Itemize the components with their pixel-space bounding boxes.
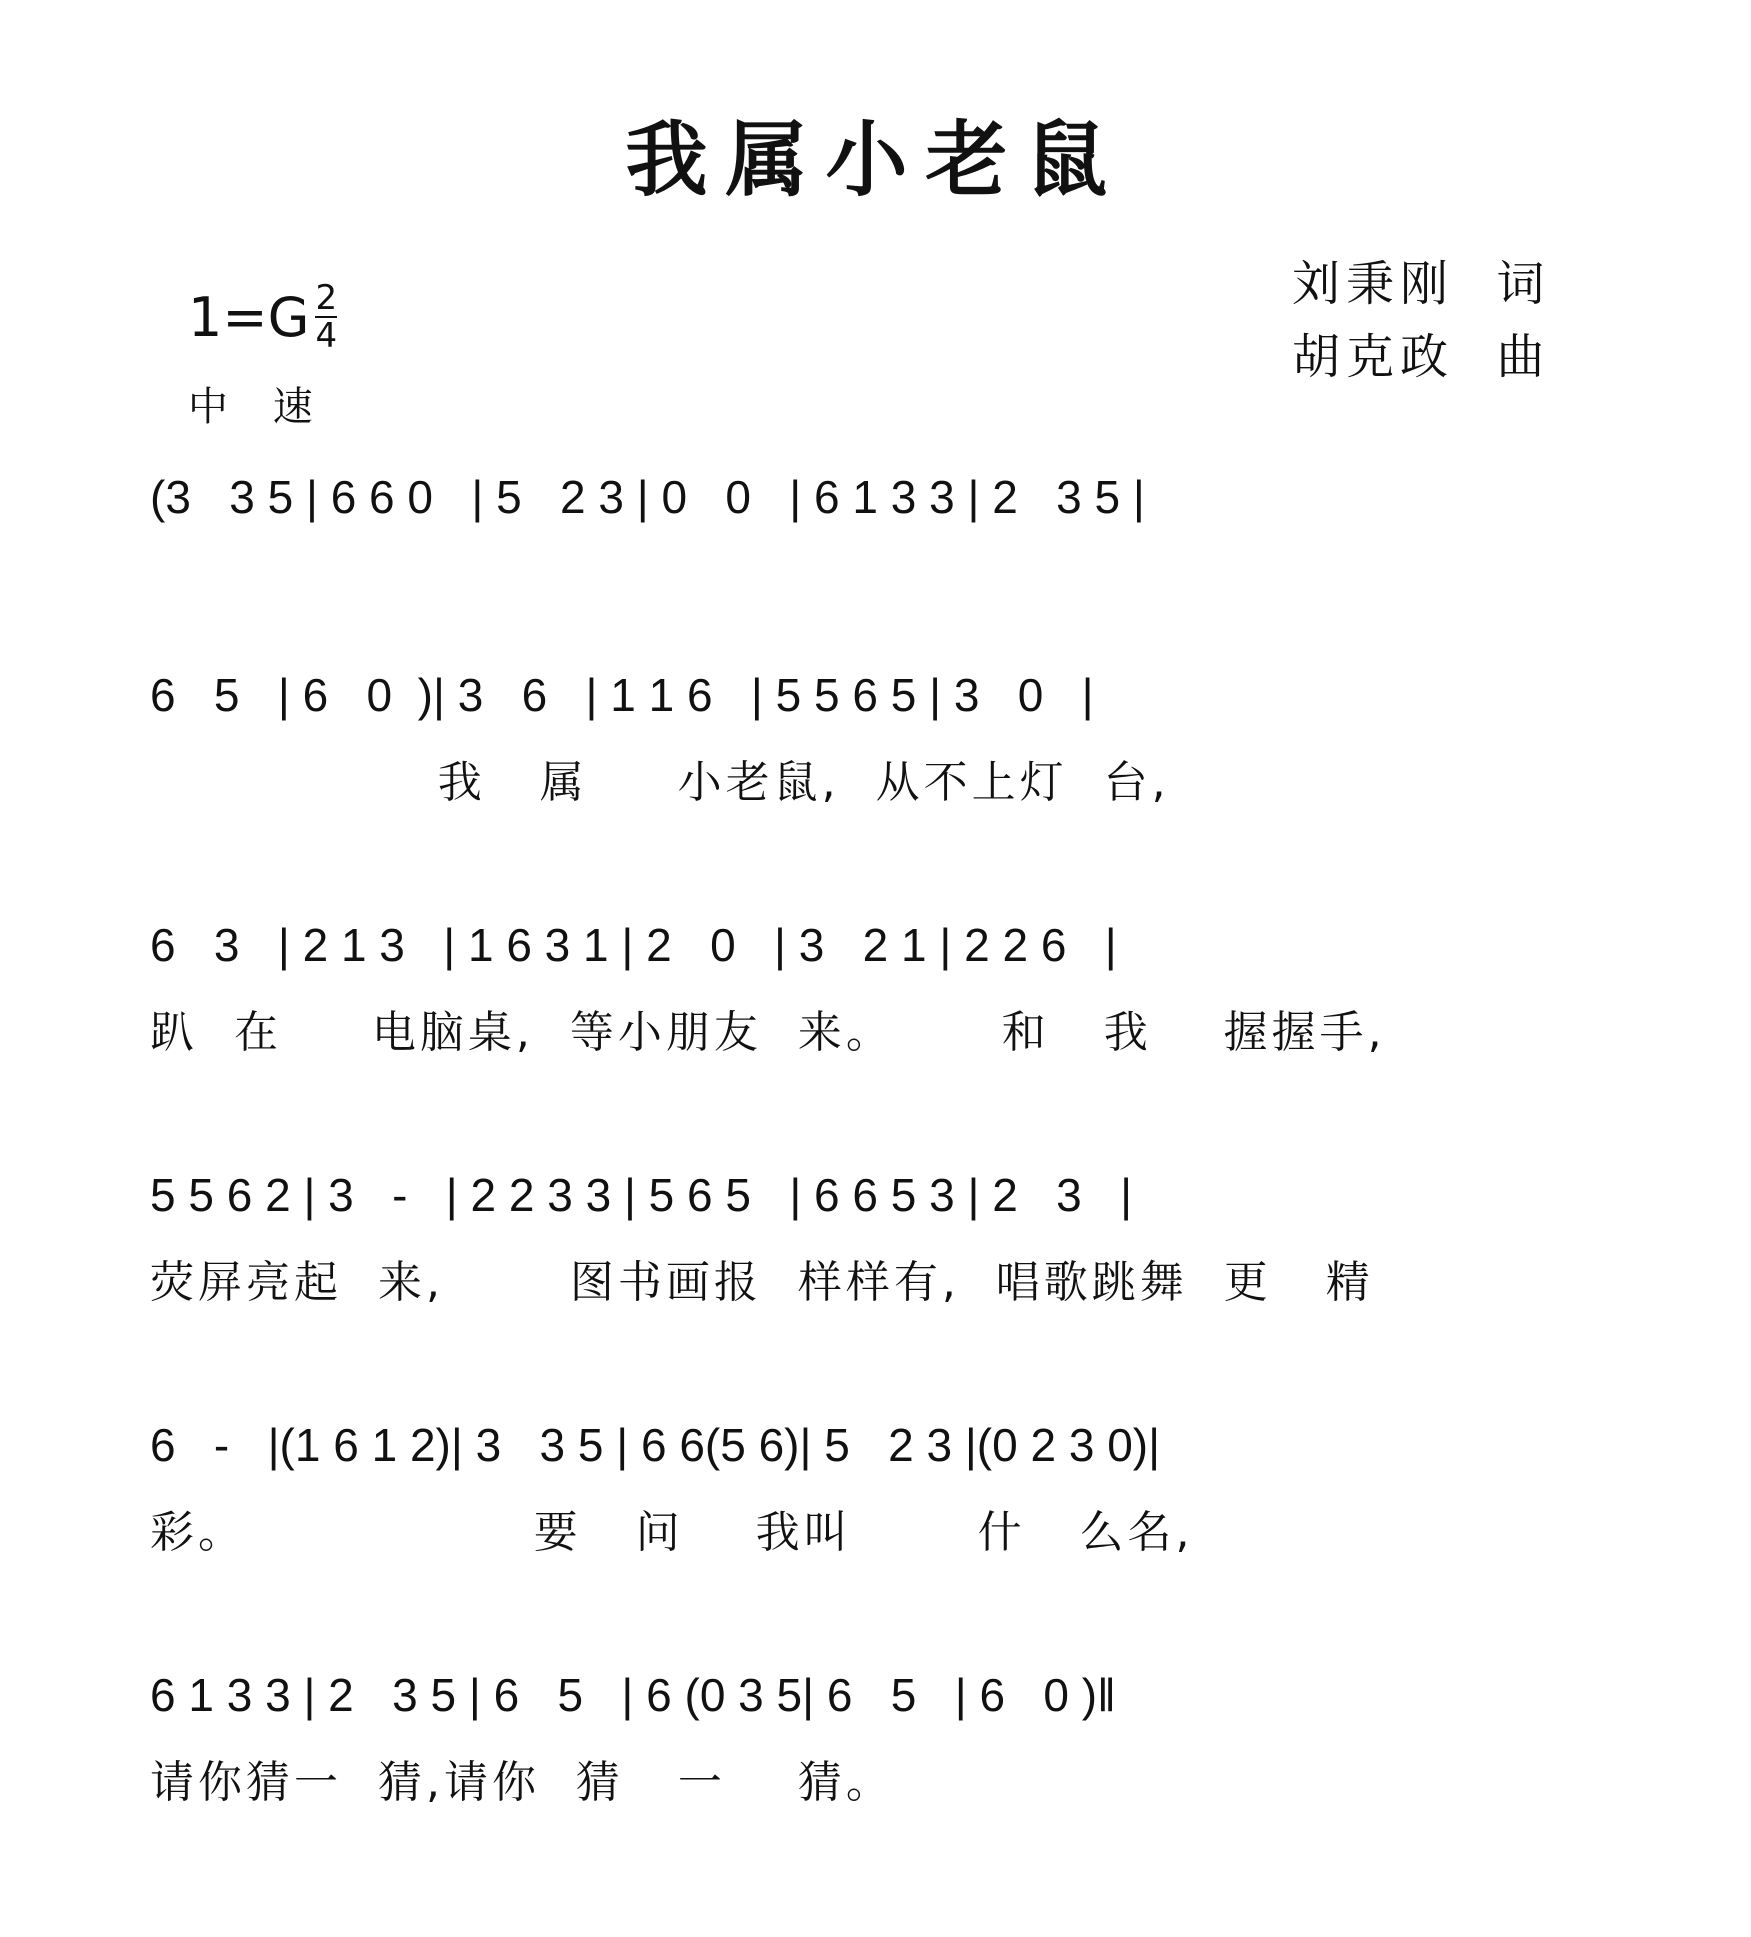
notation-line: 5 5 6 2 | 3 - | 2 2 3 3 | 5 6 5 | 6 6 5 3 | 2 3 | (150, 1169, 1133, 1221)
tempo-marking: 中 速 (188, 384, 329, 430)
lyric-line: 荧屏亮起 来, 图书画报 样样有, 唱歌跳舞 更 精 (150, 1257, 1374, 1308)
notation-line: 6 1 3 3 | 2 3 5 | 6 5 | 6 (0 3 5| 6 5 | 6 0 )‖ (150, 1669, 1117, 1721)
composer-credit: 胡克政 曲 (1292, 329, 1551, 385)
lyric-line: 我 属 小老鼠, 从不上灯 台, (150, 757, 1170, 808)
time-signature (315, 280, 337, 354)
notation-line: 6 5 | 6 0 )| 3 6 | 1 1 6 | 5 5 6 5 | 3 0 | (150, 669, 1094, 721)
notation-line: 6 - |(1 6 1 2)| 3 3 5 | 6 6(5 6)| 5 2 3 |(0 2 3 0)| (150, 1419, 1161, 1471)
key-signature (188, 280, 337, 354)
key-label: 1=G (188, 285, 310, 349)
time-top: 2 (315, 278, 338, 318)
lyric-line: 请你猜一 猜,请你 猜 一 猜。 (150, 1757, 894, 1808)
lyricist-credit: 刘秉刚 词 (1292, 256, 1551, 312)
notation-line: 6 3 | 2 1 3 | 1 6 3 1 | 2 0 | 3 2 1 | 2 2 6 | (150, 919, 1117, 971)
lyric-line: 彩。 要 问 我叫 什 么名, (150, 1507, 1194, 1558)
notation-line: (3 3 5 | 6 6 0 | 5 2 3 | 0 0 | 6 1 3 3 | 2 3 5 | (150, 471, 1145, 523)
song-title: 我属小老鼠 (625, 112, 1126, 208)
lyric-line: 趴 在 电脑桌, 等小朋友 来。 和 我 握握手, (150, 1007, 1386, 1058)
time-bottom: 4 (315, 316, 338, 356)
